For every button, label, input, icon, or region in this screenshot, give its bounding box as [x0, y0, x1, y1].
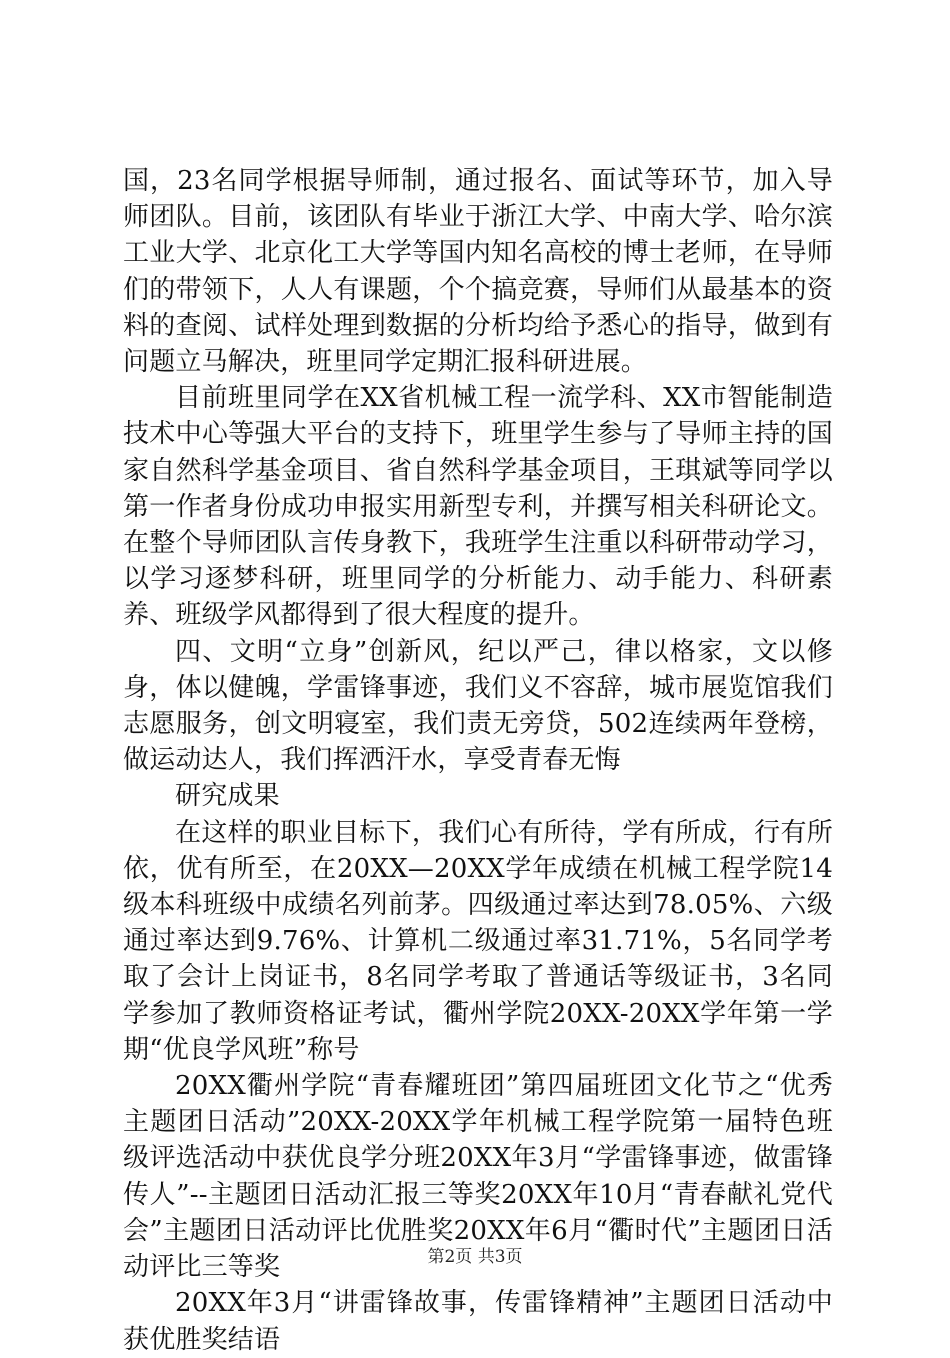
paragraph-final-award: 20XX年3月“讲雷锋故事，传雷锋精神”主题团日活动中获优胜奖结语 — [123, 1288, 833, 1355]
page-number-footer: 第2页 共3页 — [427, 1247, 523, 1267]
paragraph-awards: 20XX衢州学院“青春耀班团”第四届班团文化节之“优秀主题团日活动”20XX-20XX学年机械工程学院第一届特色班级评选活动中获优良学分班20XX年3月“学雷锋事迹，做雷锋传人”--主题团日活动汇报三等奖20XX年10月“青春献礼党代会”主题团日活动评比优胜奖20XX年6月“衢时代”主题团日活动评比三等奖 — [123, 1071, 833, 1283]
paragraph-civility: 四、文明“立身”创新风，纪以严己，律以格家，文以修身，体以健魄，学雷锋事迹，我们义不容辞，城市展览馆我们志愿服务，创文明寝室，我们责无旁贷，502连续两年登榜，做运动达人，我们挥洒汗水，享受青春无悔 — [123, 636, 833, 776]
section-heading-research-results: 研究成果 — [175, 781, 280, 812]
paragraph-research-platform: 目前班里同学在XX省机械工程一流学科、XX市智能制造技术中心等强大平台的支持下，班里学生参与了导师主持的国家自然科学基金项目、省自然科学基金项目，王琪斌等同学以第一作者身份成功申报实用新型专利，并撰写相关科研论文。在整个导师团队言传身教下，我班学生注重以科研带动学习，以学习逐梦科研，班里同学的分析能力、动手能力、科研素养、班级学风都得到了很大程度的提升。 — [123, 383, 833, 631]
document-body — [123, 163, 833, 1358]
paragraph-achievements: 在这样的职业目标下，我们心有所待，学有所成，行有所依，优有所至，在20XX—20XX学年成绩在机械工程学院14级本科班级中成绩名列前茅。四级通过率达到78.05%、六级通过率达到9.76%、计算机二级通过率31.71%，5名同学考取了会计上岗证书，8名同学考取了普通话等级证书，3名同学参加了教师资格证考试，衢州学院20XX-20XX学年第一学期“优良学风班”称号 — [123, 817, 833, 1065]
paragraph-continued: 国，23名同学根据导师制，通过报名、面试等环节，加入导师团队。目前，该团队有毕业于浙江大学、中南大学、哈尔滨工业大学、北京化工大学等国内知名高校的博士老师，在导师们的带领下，人人有课题，个个搞竞赛，导师们从最基本的资料的查阅、试样处理到数据的分析均给予悉心的指导，做到有问题立马解决，班里同学定期汇报科研进展。 — [123, 166, 833, 378]
